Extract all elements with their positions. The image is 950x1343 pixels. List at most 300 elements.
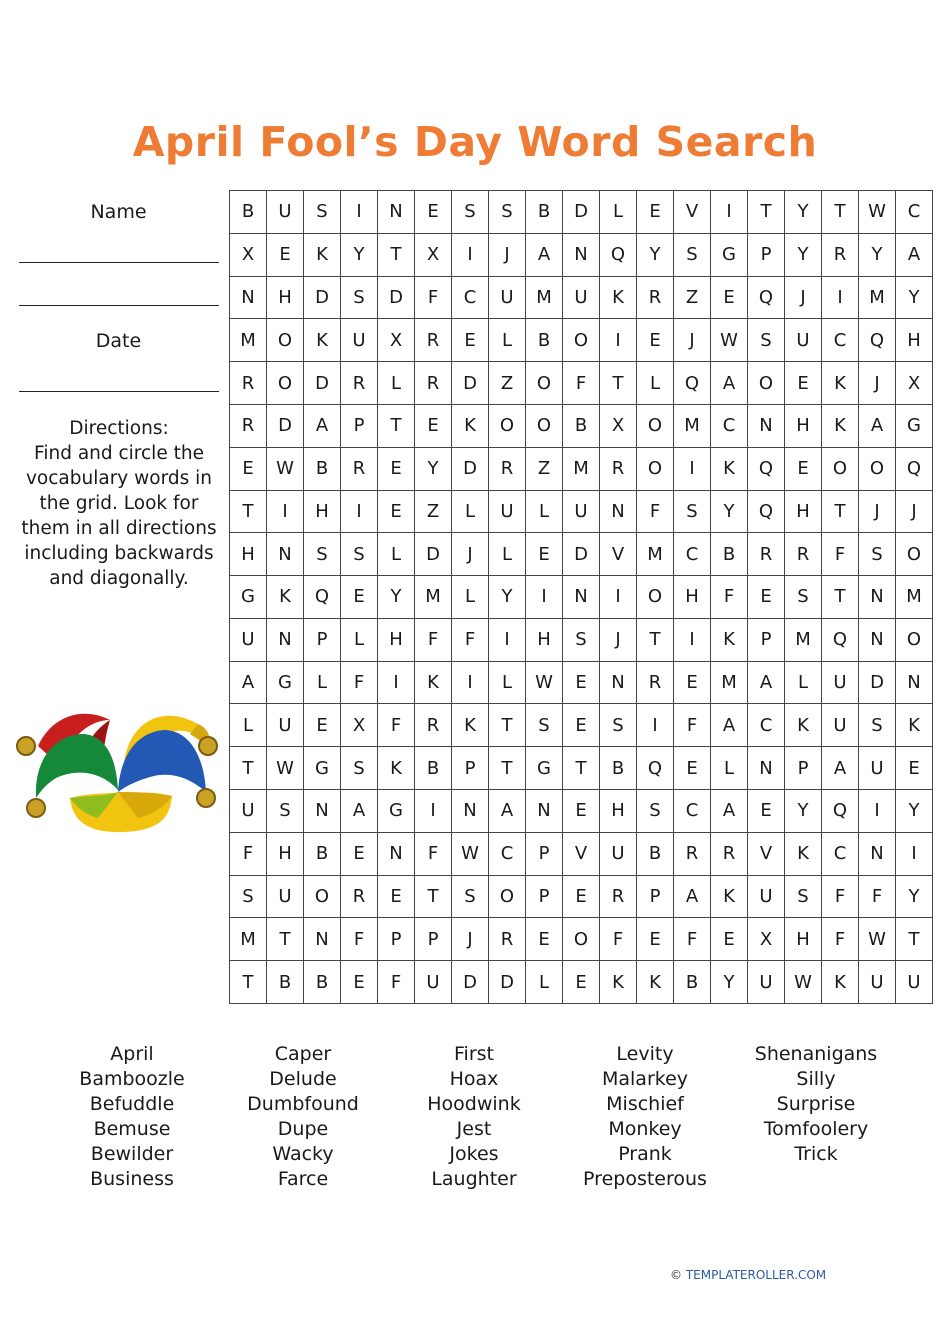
grid-cell[interactable]: R xyxy=(489,918,526,961)
grid-cell[interactable]: L xyxy=(637,362,674,405)
grid-cell[interactable]: U xyxy=(230,790,267,833)
grid-cell[interactable]: T xyxy=(378,405,415,448)
grid-cell[interactable]: W xyxy=(526,662,563,705)
grid-cell[interactable]: L xyxy=(452,576,489,619)
grid-cell[interactable]: A xyxy=(711,704,748,747)
grid-cell[interactable]: E xyxy=(415,191,452,234)
grid-cell[interactable]: F xyxy=(674,704,711,747)
grid-cell[interactable]: F xyxy=(415,619,452,662)
grid-cell[interactable]: L xyxy=(304,662,341,705)
grid-cell[interactable]: R xyxy=(785,533,822,576)
grid-cell[interactable]: S xyxy=(304,533,341,576)
grid-cell[interactable]: M xyxy=(896,576,933,619)
grid-cell[interactable]: R xyxy=(230,362,267,405)
grid-cell[interactable]: T xyxy=(822,191,859,234)
grid-cell[interactable]: C xyxy=(896,191,933,234)
grid-cell[interactable]: H xyxy=(230,533,267,576)
grid-cell[interactable]: I xyxy=(711,191,748,234)
grid-cell[interactable]: S xyxy=(230,876,267,919)
grid-cell[interactable]: I xyxy=(859,790,896,833)
grid-cell[interactable]: S xyxy=(859,533,896,576)
grid-cell[interactable]: E xyxy=(637,918,674,961)
grid-cell[interactable]: S xyxy=(600,704,637,747)
grid-cell[interactable]: D xyxy=(415,533,452,576)
grid-cell[interactable]: R xyxy=(711,833,748,876)
grid-cell[interactable]: J xyxy=(600,619,637,662)
grid-cell[interactable]: E xyxy=(378,448,415,491)
grid-cell[interactable]: T xyxy=(230,961,267,1004)
grid-cell[interactable]: Y xyxy=(415,448,452,491)
grid-cell[interactable]: A xyxy=(526,234,563,277)
grid-cell[interactable]: U xyxy=(489,277,526,320)
grid-cell[interactable]: A xyxy=(674,876,711,919)
grid-cell[interactable]: K xyxy=(785,704,822,747)
grid-cell[interactable]: L xyxy=(341,619,378,662)
grid-cell[interactable]: M xyxy=(230,319,267,362)
grid-cell[interactable]: R xyxy=(341,448,378,491)
grid-cell[interactable]: E xyxy=(748,790,785,833)
grid-cell[interactable]: Y xyxy=(859,234,896,277)
grid-cell[interactable]: K xyxy=(452,405,489,448)
grid-cell[interactable]: T xyxy=(637,619,674,662)
grid-cell[interactable]: E xyxy=(637,191,674,234)
grid-cell[interactable]: L xyxy=(489,533,526,576)
grid-cell[interactable]: G xyxy=(230,576,267,619)
grid-cell[interactable]: O xyxy=(822,448,859,491)
grid-cell[interactable]: E xyxy=(711,277,748,320)
grid-cell[interactable]: K xyxy=(452,704,489,747)
grid-cell[interactable]: O xyxy=(637,576,674,619)
grid-cell[interactable]: U xyxy=(748,876,785,919)
grid-cell[interactable]: S xyxy=(341,533,378,576)
grid-cell[interactable]: X xyxy=(378,319,415,362)
grid-cell[interactable]: F xyxy=(341,918,378,961)
grid-cell[interactable]: E xyxy=(378,491,415,534)
grid-cell[interactable]: Y xyxy=(711,961,748,1004)
grid-cell[interactable]: N xyxy=(600,662,637,705)
grid-cell[interactable]: F xyxy=(378,961,415,1004)
grid-cell[interactable]: N xyxy=(230,277,267,320)
grid-cell[interactable]: B xyxy=(304,833,341,876)
grid-cell[interactable]: I xyxy=(267,491,304,534)
grid-cell[interactable]: O xyxy=(526,405,563,448)
grid-cell[interactable]: I xyxy=(341,191,378,234)
grid-cell[interactable]: A xyxy=(711,362,748,405)
grid-cell[interactable]: N xyxy=(563,234,600,277)
grid-cell[interactable]: S xyxy=(674,234,711,277)
grid-cell[interactable]: U xyxy=(859,747,896,790)
grid-cell[interactable]: J xyxy=(785,277,822,320)
grid-cell[interactable]: D xyxy=(267,405,304,448)
grid-cell[interactable]: G xyxy=(378,790,415,833)
grid-cell[interactable]: B xyxy=(637,833,674,876)
grid-cell[interactable]: D xyxy=(452,961,489,1004)
grid-cell[interactable]: T xyxy=(600,362,637,405)
grid-cell[interactable]: M xyxy=(637,533,674,576)
grid-cell[interactable]: K xyxy=(637,961,674,1004)
grid-cell[interactable]: D xyxy=(452,362,489,405)
grid-cell[interactable]: O xyxy=(267,362,304,405)
grid-cell[interactable]: G xyxy=(896,405,933,448)
grid-cell[interactable]: E xyxy=(563,876,600,919)
grid-cell[interactable]: T xyxy=(415,876,452,919)
grid-cell[interactable]: F xyxy=(859,876,896,919)
grid-cell[interactable]: A xyxy=(341,790,378,833)
grid-cell[interactable]: N xyxy=(267,533,304,576)
grid-cell[interactable]: P xyxy=(748,234,785,277)
grid-cell[interactable]: S xyxy=(859,704,896,747)
grid-cell[interactable]: S xyxy=(267,790,304,833)
grid-cell[interactable]: K xyxy=(600,961,637,1004)
grid-cell[interactable]: D xyxy=(563,533,600,576)
grid-cell[interactable]: U xyxy=(896,961,933,1004)
grid-cell[interactable]: L xyxy=(378,533,415,576)
grid-cell[interactable]: I xyxy=(415,790,452,833)
grid-cell[interactable]: M xyxy=(415,576,452,619)
grid-cell[interactable]: A xyxy=(859,405,896,448)
grid-cell[interactable]: Y xyxy=(785,790,822,833)
grid-cell[interactable]: I xyxy=(341,491,378,534)
grid-cell[interactable]: C xyxy=(822,319,859,362)
grid-cell[interactable]: H xyxy=(674,576,711,619)
grid-cell[interactable]: V xyxy=(563,833,600,876)
grid-cell[interactable]: E xyxy=(637,319,674,362)
grid-cell[interactable]: S xyxy=(452,876,489,919)
grid-cell[interactable]: R xyxy=(341,362,378,405)
name-line-1[interactable] xyxy=(19,262,219,263)
grid-cell[interactable]: H xyxy=(785,405,822,448)
grid-cell[interactable]: H xyxy=(267,277,304,320)
grid-cell[interactable]: W xyxy=(859,191,896,234)
grid-cell[interactable]: N xyxy=(526,790,563,833)
grid-cell[interactable]: W xyxy=(711,319,748,362)
grid-cell[interactable]: K xyxy=(304,319,341,362)
grid-cell[interactable]: H xyxy=(896,319,933,362)
grid-cell[interactable]: Y xyxy=(896,876,933,919)
grid-cell[interactable]: X xyxy=(230,234,267,277)
grid-cell[interactable]: B xyxy=(267,961,304,1004)
grid-cell[interactable]: D xyxy=(563,191,600,234)
grid-cell[interactable]: R xyxy=(489,448,526,491)
grid-cell[interactable]: B xyxy=(230,191,267,234)
grid-cell[interactable]: U xyxy=(859,961,896,1004)
grid-cell[interactable]: M xyxy=(230,918,267,961)
grid-cell[interactable]: R xyxy=(600,448,637,491)
grid-cell[interactable]: O xyxy=(563,319,600,362)
grid-cell[interactable]: B xyxy=(415,747,452,790)
grid-cell[interactable]: N xyxy=(378,833,415,876)
grid-cell[interactable]: D xyxy=(452,448,489,491)
grid-cell[interactable]: N xyxy=(859,833,896,876)
grid-cell[interactable]: V xyxy=(674,191,711,234)
grid-cell[interactable]: Y xyxy=(785,234,822,277)
grid-cell[interactable]: R xyxy=(600,876,637,919)
grid-cell[interactable]: J xyxy=(452,918,489,961)
grid-cell[interactable]: O xyxy=(896,533,933,576)
grid-cell[interactable]: S xyxy=(637,790,674,833)
grid-cell[interactable]: O xyxy=(563,918,600,961)
grid-cell[interactable]: E xyxy=(415,405,452,448)
grid-cell[interactable]: N xyxy=(896,662,933,705)
grid-cell[interactable]: O xyxy=(267,319,304,362)
grid-cell[interactable]: G xyxy=(711,234,748,277)
grid-cell[interactable]: T xyxy=(822,491,859,534)
grid-cell[interactable]: O xyxy=(637,448,674,491)
grid-cell[interactable]: K xyxy=(415,662,452,705)
grid-cell[interactable]: L xyxy=(452,491,489,534)
grid-cell[interactable]: K xyxy=(304,234,341,277)
grid-cell[interactable]: T xyxy=(563,747,600,790)
grid-cell[interactable]: P xyxy=(378,918,415,961)
grid-cell[interactable]: Q xyxy=(674,362,711,405)
grid-cell[interactable]: U xyxy=(341,319,378,362)
grid-cell[interactable]: E xyxy=(378,876,415,919)
grid-cell[interactable]: P xyxy=(341,405,378,448)
grid-cell[interactable]: O xyxy=(489,876,526,919)
grid-cell[interactable]: B xyxy=(674,961,711,1004)
grid-cell[interactable]: G xyxy=(267,662,304,705)
grid-cell[interactable]: B xyxy=(600,747,637,790)
grid-cell[interactable]: A xyxy=(822,747,859,790)
grid-cell[interactable]: P xyxy=(785,747,822,790)
grid-cell[interactable]: I xyxy=(452,662,489,705)
grid-cell[interactable]: R xyxy=(415,362,452,405)
grid-cell[interactable]: F xyxy=(230,833,267,876)
grid-cell[interactable]: U xyxy=(415,961,452,1004)
grid-cell[interactable]: C xyxy=(822,833,859,876)
grid-cell[interactable]: Y xyxy=(711,491,748,534)
grid-cell[interactable]: O xyxy=(637,405,674,448)
grid-cell[interactable]: F xyxy=(563,362,600,405)
grid-cell[interactable]: Q xyxy=(600,234,637,277)
grid-cell[interactable]: S xyxy=(489,191,526,234)
grid-cell[interactable]: K xyxy=(378,747,415,790)
grid-cell[interactable]: U xyxy=(563,491,600,534)
grid-cell[interactable]: K xyxy=(785,833,822,876)
grid-cell[interactable]: Y xyxy=(637,234,674,277)
grid-cell[interactable]: R xyxy=(822,234,859,277)
grid-cell[interactable]: O xyxy=(489,405,526,448)
grid-cell[interactable]: J xyxy=(859,491,896,534)
grid-cell[interactable]: Q xyxy=(896,448,933,491)
grid-cell[interactable]: A xyxy=(896,234,933,277)
grid-cell[interactable]: E xyxy=(341,833,378,876)
grid-cell[interactable]: Y xyxy=(341,234,378,277)
grid-cell[interactable]: Z xyxy=(415,491,452,534)
grid-cell[interactable]: D xyxy=(489,961,526,1004)
grid-cell[interactable]: W xyxy=(452,833,489,876)
grid-cell[interactable]: P xyxy=(637,876,674,919)
grid-cell[interactable]: D xyxy=(859,662,896,705)
grid-cell[interactable]: V xyxy=(748,833,785,876)
grid-cell[interactable]: T xyxy=(267,918,304,961)
grid-cell[interactable]: I xyxy=(822,277,859,320)
grid-cell[interactable]: L xyxy=(711,747,748,790)
grid-cell[interactable]: Q xyxy=(859,319,896,362)
grid-cell[interactable]: H xyxy=(378,619,415,662)
name-line-2[interactable] xyxy=(19,305,219,306)
date-line[interactable] xyxy=(19,391,219,392)
grid-cell[interactable]: C xyxy=(674,533,711,576)
grid-cell[interactable]: G xyxy=(304,747,341,790)
grid-cell[interactable]: Y xyxy=(896,277,933,320)
grid-cell[interactable]: C xyxy=(711,405,748,448)
grid-cell[interactable]: P xyxy=(452,747,489,790)
grid-cell[interactable]: F xyxy=(378,704,415,747)
grid-cell[interactable]: F xyxy=(341,662,378,705)
grid-cell[interactable]: E xyxy=(711,918,748,961)
grid-cell[interactable]: Y xyxy=(489,576,526,619)
grid-cell[interactable]: Z xyxy=(674,277,711,320)
grid-cell[interactable]: L xyxy=(230,704,267,747)
grid-cell[interactable]: Z xyxy=(526,448,563,491)
grid-cell[interactable]: E xyxy=(526,918,563,961)
grid-cell[interactable]: N xyxy=(378,191,415,234)
grid-cell[interactable]: A xyxy=(711,790,748,833)
grid-cell[interactable]: X xyxy=(341,704,378,747)
grid-cell[interactable]: K xyxy=(822,961,859,1004)
grid-cell[interactable]: C xyxy=(489,833,526,876)
grid-cell[interactable]: N xyxy=(304,918,341,961)
grid-cell[interactable]: U xyxy=(267,191,304,234)
grid-cell[interactable]: X xyxy=(415,234,452,277)
grid-cell[interactable]: Q xyxy=(304,576,341,619)
grid-cell[interactable]: J xyxy=(452,533,489,576)
grid-cell[interactable]: L xyxy=(526,961,563,1004)
grid-cell[interactable]: F xyxy=(600,918,637,961)
grid-cell[interactable]: A xyxy=(489,790,526,833)
grid-cell[interactable]: K xyxy=(267,576,304,619)
grid-cell[interactable]: E xyxy=(341,961,378,1004)
grid-cell[interactable]: M xyxy=(785,619,822,662)
grid-cell[interactable]: I xyxy=(489,619,526,662)
grid-cell[interactable]: I xyxy=(526,576,563,619)
grid-cell[interactable]: U xyxy=(563,277,600,320)
grid-cell[interactable]: W xyxy=(785,961,822,1004)
grid-cell[interactable]: N xyxy=(600,491,637,534)
grid-cell[interactable]: K xyxy=(822,405,859,448)
grid-cell[interactable]: N xyxy=(859,619,896,662)
grid-cell[interactable]: F xyxy=(822,876,859,919)
grid-cell[interactable]: U xyxy=(600,833,637,876)
grid-cell[interactable]: I xyxy=(896,833,933,876)
grid-cell[interactable]: R xyxy=(415,704,452,747)
grid-cell[interactable]: X xyxy=(896,362,933,405)
grid-cell[interactable]: R xyxy=(637,662,674,705)
grid-cell[interactable]: L xyxy=(600,191,637,234)
grid-cell[interactable]: W xyxy=(267,448,304,491)
grid-cell[interactable]: E xyxy=(452,319,489,362)
grid-cell[interactable]: V xyxy=(600,533,637,576)
grid-cell[interactable]: F xyxy=(415,277,452,320)
grid-cell[interactable]: T xyxy=(822,576,859,619)
grid-cell[interactable]: D xyxy=(304,362,341,405)
grid-cell[interactable]: Q xyxy=(748,277,785,320)
grid-cell[interactable]: A xyxy=(748,662,785,705)
grid-cell[interactable]: K xyxy=(711,619,748,662)
grid-cell[interactable]: R xyxy=(230,405,267,448)
grid-cell[interactable]: M xyxy=(563,448,600,491)
grid-cell[interactable]: U xyxy=(230,619,267,662)
grid-cell[interactable]: I xyxy=(674,448,711,491)
grid-cell[interactable]: J xyxy=(489,234,526,277)
grid-cell[interactable]: S xyxy=(341,277,378,320)
grid-cell[interactable]: L xyxy=(489,319,526,362)
grid-cell[interactable]: E xyxy=(563,704,600,747)
grid-cell[interactable]: U xyxy=(267,876,304,919)
grid-cell[interactable]: H xyxy=(600,790,637,833)
grid-cell[interactable]: B xyxy=(711,533,748,576)
grid-cell[interactable]: Z xyxy=(489,362,526,405)
grid-cell[interactable]: Y xyxy=(896,790,933,833)
grid-cell[interactable]: B xyxy=(304,448,341,491)
grid-cell[interactable]: A xyxy=(304,405,341,448)
grid-cell[interactable]: H xyxy=(785,491,822,534)
grid-cell[interactable]: B xyxy=(526,191,563,234)
grid-cell[interactable]: S xyxy=(674,491,711,534)
grid-cell[interactable]: R xyxy=(637,277,674,320)
grid-cell[interactable]: M xyxy=(674,405,711,448)
grid-cell[interactable]: J xyxy=(674,319,711,362)
footer-site-link[interactable]: TEMPLATEROLLER.COM xyxy=(685,1268,827,1282)
grid-cell[interactable]: W xyxy=(267,747,304,790)
grid-cell[interactable]: U xyxy=(785,319,822,362)
grid-cell[interactable]: F xyxy=(711,576,748,619)
grid-cell[interactable]: O xyxy=(526,362,563,405)
grid-cell[interactable]: S xyxy=(304,191,341,234)
grid-cell[interactable]: B xyxy=(526,319,563,362)
grid-cell[interactable]: K xyxy=(896,704,933,747)
grid-cell[interactable]: O xyxy=(896,619,933,662)
grid-cell[interactable]: E xyxy=(563,662,600,705)
grid-cell[interactable]: E xyxy=(674,662,711,705)
grid-cell[interactable]: N xyxy=(267,619,304,662)
grid-cell[interactable]: N xyxy=(748,405,785,448)
grid-cell[interactable]: R xyxy=(415,319,452,362)
grid-cell[interactable]: F xyxy=(822,533,859,576)
grid-cell[interactable]: U xyxy=(748,961,785,1004)
grid-cell[interactable]: X xyxy=(600,405,637,448)
grid-cell[interactable]: P xyxy=(748,619,785,662)
grid-cell[interactable]: F xyxy=(415,833,452,876)
grid-cell[interactable]: L xyxy=(785,662,822,705)
grid-cell[interactable]: Y xyxy=(785,191,822,234)
grid-cell[interactable]: E xyxy=(674,747,711,790)
grid-cell[interactable]: N xyxy=(304,790,341,833)
grid-cell[interactable]: H xyxy=(267,833,304,876)
grid-cell[interactable]: L xyxy=(526,491,563,534)
grid-cell[interactable]: R xyxy=(341,876,378,919)
grid-cell[interactable]: E xyxy=(896,747,933,790)
grid-cell[interactable]: G xyxy=(526,747,563,790)
grid-cell[interactable]: T xyxy=(489,704,526,747)
grid-cell[interactable]: O xyxy=(748,362,785,405)
grid-cell[interactable]: E xyxy=(341,576,378,619)
grid-cell[interactable]: T xyxy=(748,191,785,234)
grid-cell[interactable]: T xyxy=(230,491,267,534)
grid-cell[interactable]: Q xyxy=(822,619,859,662)
grid-cell[interactable]: S xyxy=(341,747,378,790)
grid-cell[interactable]: T xyxy=(230,747,267,790)
grid-cell[interactable]: E xyxy=(748,576,785,619)
grid-cell[interactable]: A xyxy=(230,662,267,705)
grid-cell[interactable]: E xyxy=(563,790,600,833)
grid-cell[interactable]: K xyxy=(822,362,859,405)
grid-cell[interactable]: X xyxy=(748,918,785,961)
grid-cell[interactable]: P xyxy=(526,876,563,919)
grid-cell[interactable]: K xyxy=(600,277,637,320)
grid-cell[interactable]: S xyxy=(785,876,822,919)
